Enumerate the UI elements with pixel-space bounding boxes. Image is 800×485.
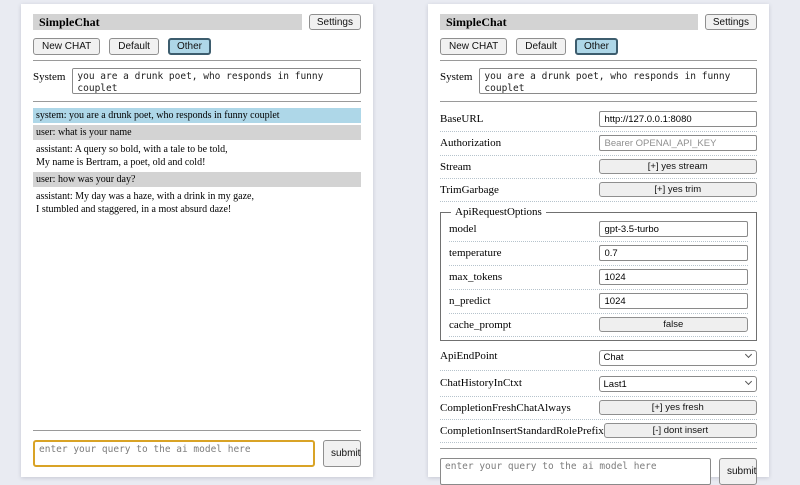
api-endpoint-select[interactable]: [599, 350, 758, 366]
query-row: [33, 440, 361, 467]
settings-button[interactable]: Settings: [309, 14, 361, 30]
divider: [440, 448, 757, 449]
app-title: SimpleChat: [440, 14, 698, 30]
message-line: system: you are a drunk poet, who responds in funny couplet: [36, 110, 280, 121]
new-chat-button[interactable]: New CHAT: [33, 38, 100, 55]
setting-row-authorization: [440, 132, 757, 156]
authorization-input[interactable]: [599, 135, 758, 151]
message-line: assistant: My day was a haze, with a drink in my gaze,: [36, 191, 254, 202]
setting-label: CompletionFreshChatAlways: [440, 401, 571, 414]
system-prompt-row: [33, 68, 361, 94]
completion-insert-role-prefix-toggle-button[interactable]: [-] dont insert: [604, 423, 757, 438]
fieldset-legend: ApiRequestOptions: [455, 206, 542, 218]
api-request-options-fieldset: [440, 206, 757, 341]
trimgarbage-toggle-button[interactable]: [+] yes trim: [599, 182, 758, 197]
chat-history-in-ctxt-select[interactable]: [599, 376, 758, 392]
system-label: System: [33, 71, 66, 83]
header-row: [440, 14, 757, 30]
query-row: [440, 458, 757, 485]
baseurl-input[interactable]: [599, 111, 758, 127]
max-tokens-input[interactable]: [599, 269, 749, 285]
header-row: [33, 14, 361, 30]
settings-form: [440, 106, 757, 443]
setting-label: n_predict: [449, 295, 491, 307]
setting-row-completion-fresh-chat: [440, 397, 757, 420]
setting-row-api-endpoint: [440, 344, 757, 371]
session-toolbar: [33, 38, 361, 55]
setting-label: model: [449, 223, 477, 235]
new-chat-button[interactable]: New CHAT: [440, 38, 507, 55]
submit-button[interactable]: submit: [719, 458, 757, 485]
chat-panel: [21, 4, 373, 477]
message-line: I stumbled and staggered, in a most absurd daze!: [36, 204, 232, 215]
chat-message-assistant: [33, 142, 361, 170]
session-toolbar: [440, 38, 757, 55]
setting-row-n-predict: [449, 290, 748, 314]
divider: [33, 430, 361, 431]
setting-row-trimgarbage: [440, 179, 757, 202]
system-prompt-row: [440, 68, 757, 94]
divider: [440, 101, 757, 102]
setting-label: ChatHistoryInCtxt: [440, 376, 522, 389]
model-input[interactable]: [599, 221, 749, 237]
setting-row-stream: [440, 156, 757, 179]
setting-row-completion-insert-role-prefix: [440, 420, 757, 443]
divider: [440, 60, 757, 61]
setting-label: ApiEndPoint: [440, 350, 498, 363]
setting-label: Authorization: [440, 137, 502, 149]
settings-button[interactable]: Settings: [705, 14, 757, 30]
tab-other[interactable]: Other: [575, 38, 618, 55]
divider: [33, 60, 361, 61]
setting-label: Stream: [440, 160, 472, 173]
tab-default[interactable]: Default: [109, 38, 159, 55]
completion-fresh-chat-toggle-button[interactable]: [+] yes fresh: [599, 400, 758, 415]
setting-label: BaseURL: [440, 113, 484, 125]
setting-label: TrimGarbage: [440, 183, 499, 196]
setting-row-model: [449, 218, 748, 242]
system-label: System: [440, 71, 473, 83]
setting-label: cache_prompt: [449, 318, 512, 331]
query-input[interactable]: [33, 440, 315, 467]
setting-row-cache-prompt: [449, 314, 748, 337]
divider: [33, 101, 361, 102]
query-input[interactable]: [440, 458, 711, 485]
chat-message-system: [33, 108, 361, 123]
setting-label: CompletionInsertStandardRolePrefix: [440, 424, 604, 437]
settings-panel: [428, 4, 769, 477]
chat-history: [33, 106, 361, 425]
setting-label: max_tokens: [449, 271, 503, 283]
message-line: user: what is your name: [36, 127, 132, 138]
setting-row-baseurl: [440, 108, 757, 132]
cache-prompt-toggle-button[interactable]: false: [599, 317, 749, 332]
chat-message-assistant: [33, 189, 361, 217]
message-line: user: how was your day?: [36, 174, 136, 185]
submit-button[interactable]: submit: [323, 440, 361, 467]
system-prompt-input[interactable]: [479, 68, 757, 94]
chat-message-user: [33, 125, 361, 140]
select-wrap: [599, 347, 758, 366]
n-predict-input[interactable]: [599, 293, 749, 309]
setting-row-chat-history-in-ctxt: [440, 371, 757, 398]
system-prompt-input[interactable]: [72, 68, 361, 94]
setting-row-temperature: [449, 242, 748, 266]
message-line: assistant: A query so bold, with a tale to be told,: [36, 144, 228, 155]
setting-row-max-tokens: [449, 266, 748, 290]
message-line: My name is Bertram, a poet, old and cold!: [36, 157, 206, 168]
select-wrap: [599, 374, 758, 393]
app-title: SimpleChat: [33, 14, 302, 30]
temperature-input[interactable]: [599, 245, 749, 261]
stream-toggle-button[interactable]: [+] yes stream: [599, 159, 758, 174]
tab-other[interactable]: Other: [168, 38, 211, 55]
tab-default[interactable]: Default: [516, 38, 566, 55]
chat-message-user: [33, 172, 361, 187]
setting-label: temperature: [449, 247, 502, 259]
